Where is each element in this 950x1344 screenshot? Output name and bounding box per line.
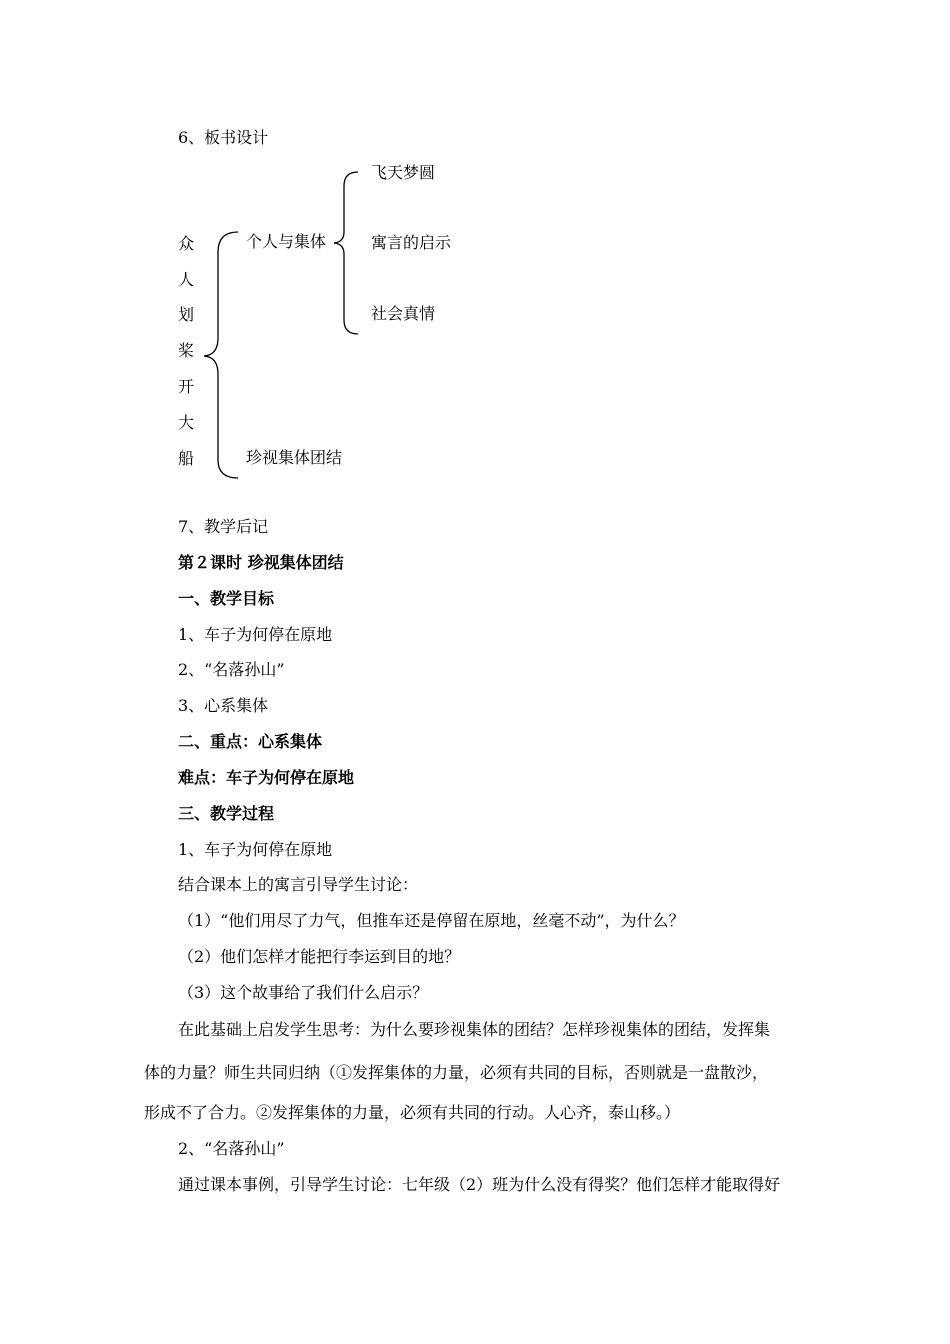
key-point: 二、重点：心系集体 bbox=[178, 732, 323, 751]
board-title-char: 人 bbox=[178, 270, 195, 289]
board-title-char: 船 bbox=[178, 449, 195, 468]
board-title-char: 划 bbox=[178, 305, 195, 324]
process-heading: 三、教学过程 bbox=[178, 804, 275, 823]
section-7-heading: 7、教学后记 bbox=[178, 517, 269, 536]
sub-topic-2: 寓言的启示 bbox=[371, 233, 452, 252]
board-title-char: 桨 bbox=[178, 341, 195, 360]
brace-lines bbox=[0, 0, 950, 520]
step-1-intro: 结合课本上的寓言引导学生讨论： bbox=[178, 875, 419, 894]
sub-brace bbox=[334, 172, 358, 334]
board-title-char: 众 bbox=[178, 234, 195, 253]
sub-topic-3: 社会真情 bbox=[371, 304, 436, 323]
question-2: （2）他们怎样才能把行李运到目的地？ bbox=[178, 947, 461, 966]
board-title-char: 开 bbox=[178, 377, 195, 396]
goal-item: 1、车子为何停在原地 bbox=[178, 625, 333, 644]
difficult-point: 难点：车子为何停在原地 bbox=[178, 768, 355, 787]
paragraph-line: 体的力量？师生共同归纳（①发挥集体的力量，必须有共同的目标，否则就是一盘散沙， bbox=[144, 1063, 769, 1082]
lesson-title: 第２课时 珍视集体团结 bbox=[178, 553, 344, 572]
board-title-char: 大 bbox=[178, 413, 195, 432]
question-1: （1）“他们用尽了力气，但推车还是停留在原地，丝毫不动”，为什么？ bbox=[178, 911, 685, 930]
sub-topic-1: 飞天梦圆 bbox=[371, 163, 436, 182]
paragraph-line: 通过课本事例，引导学生讨论：七年级（2）班为什么没有得奖？他们怎样才能取得好 bbox=[178, 1175, 781, 1194]
paragraph-line: 形成不了合力。②发挥集体的力量，必须有共同的行动。人心齐，泰山移。） bbox=[144, 1103, 681, 1122]
step-2-heading: 2、“名落孙山” bbox=[178, 1139, 285, 1158]
paragraph-line: 在此基础上启发学生思考：为什么要珍视集体的团结？怎样珍视集体的团结，发挥集 bbox=[178, 1020, 771, 1039]
step-1-heading: 1、车子为何停在原地 bbox=[178, 840, 333, 859]
goal-item: 2、“名落孙山” bbox=[178, 660, 285, 679]
section-6-heading: 6、板书设计 bbox=[178, 128, 269, 147]
branch-cherish-unity: 珍视集体团结 bbox=[246, 448, 343, 467]
goal-item: 3、心系集体 bbox=[178, 696, 269, 715]
main-brace bbox=[204, 232, 238, 478]
question-3: （3）这个故事给了我们什么启示？ bbox=[178, 983, 429, 1002]
branch-individual-collective: 个人与集体 bbox=[246, 232, 327, 251]
goals-heading: 一、教学目标 bbox=[178, 589, 275, 608]
